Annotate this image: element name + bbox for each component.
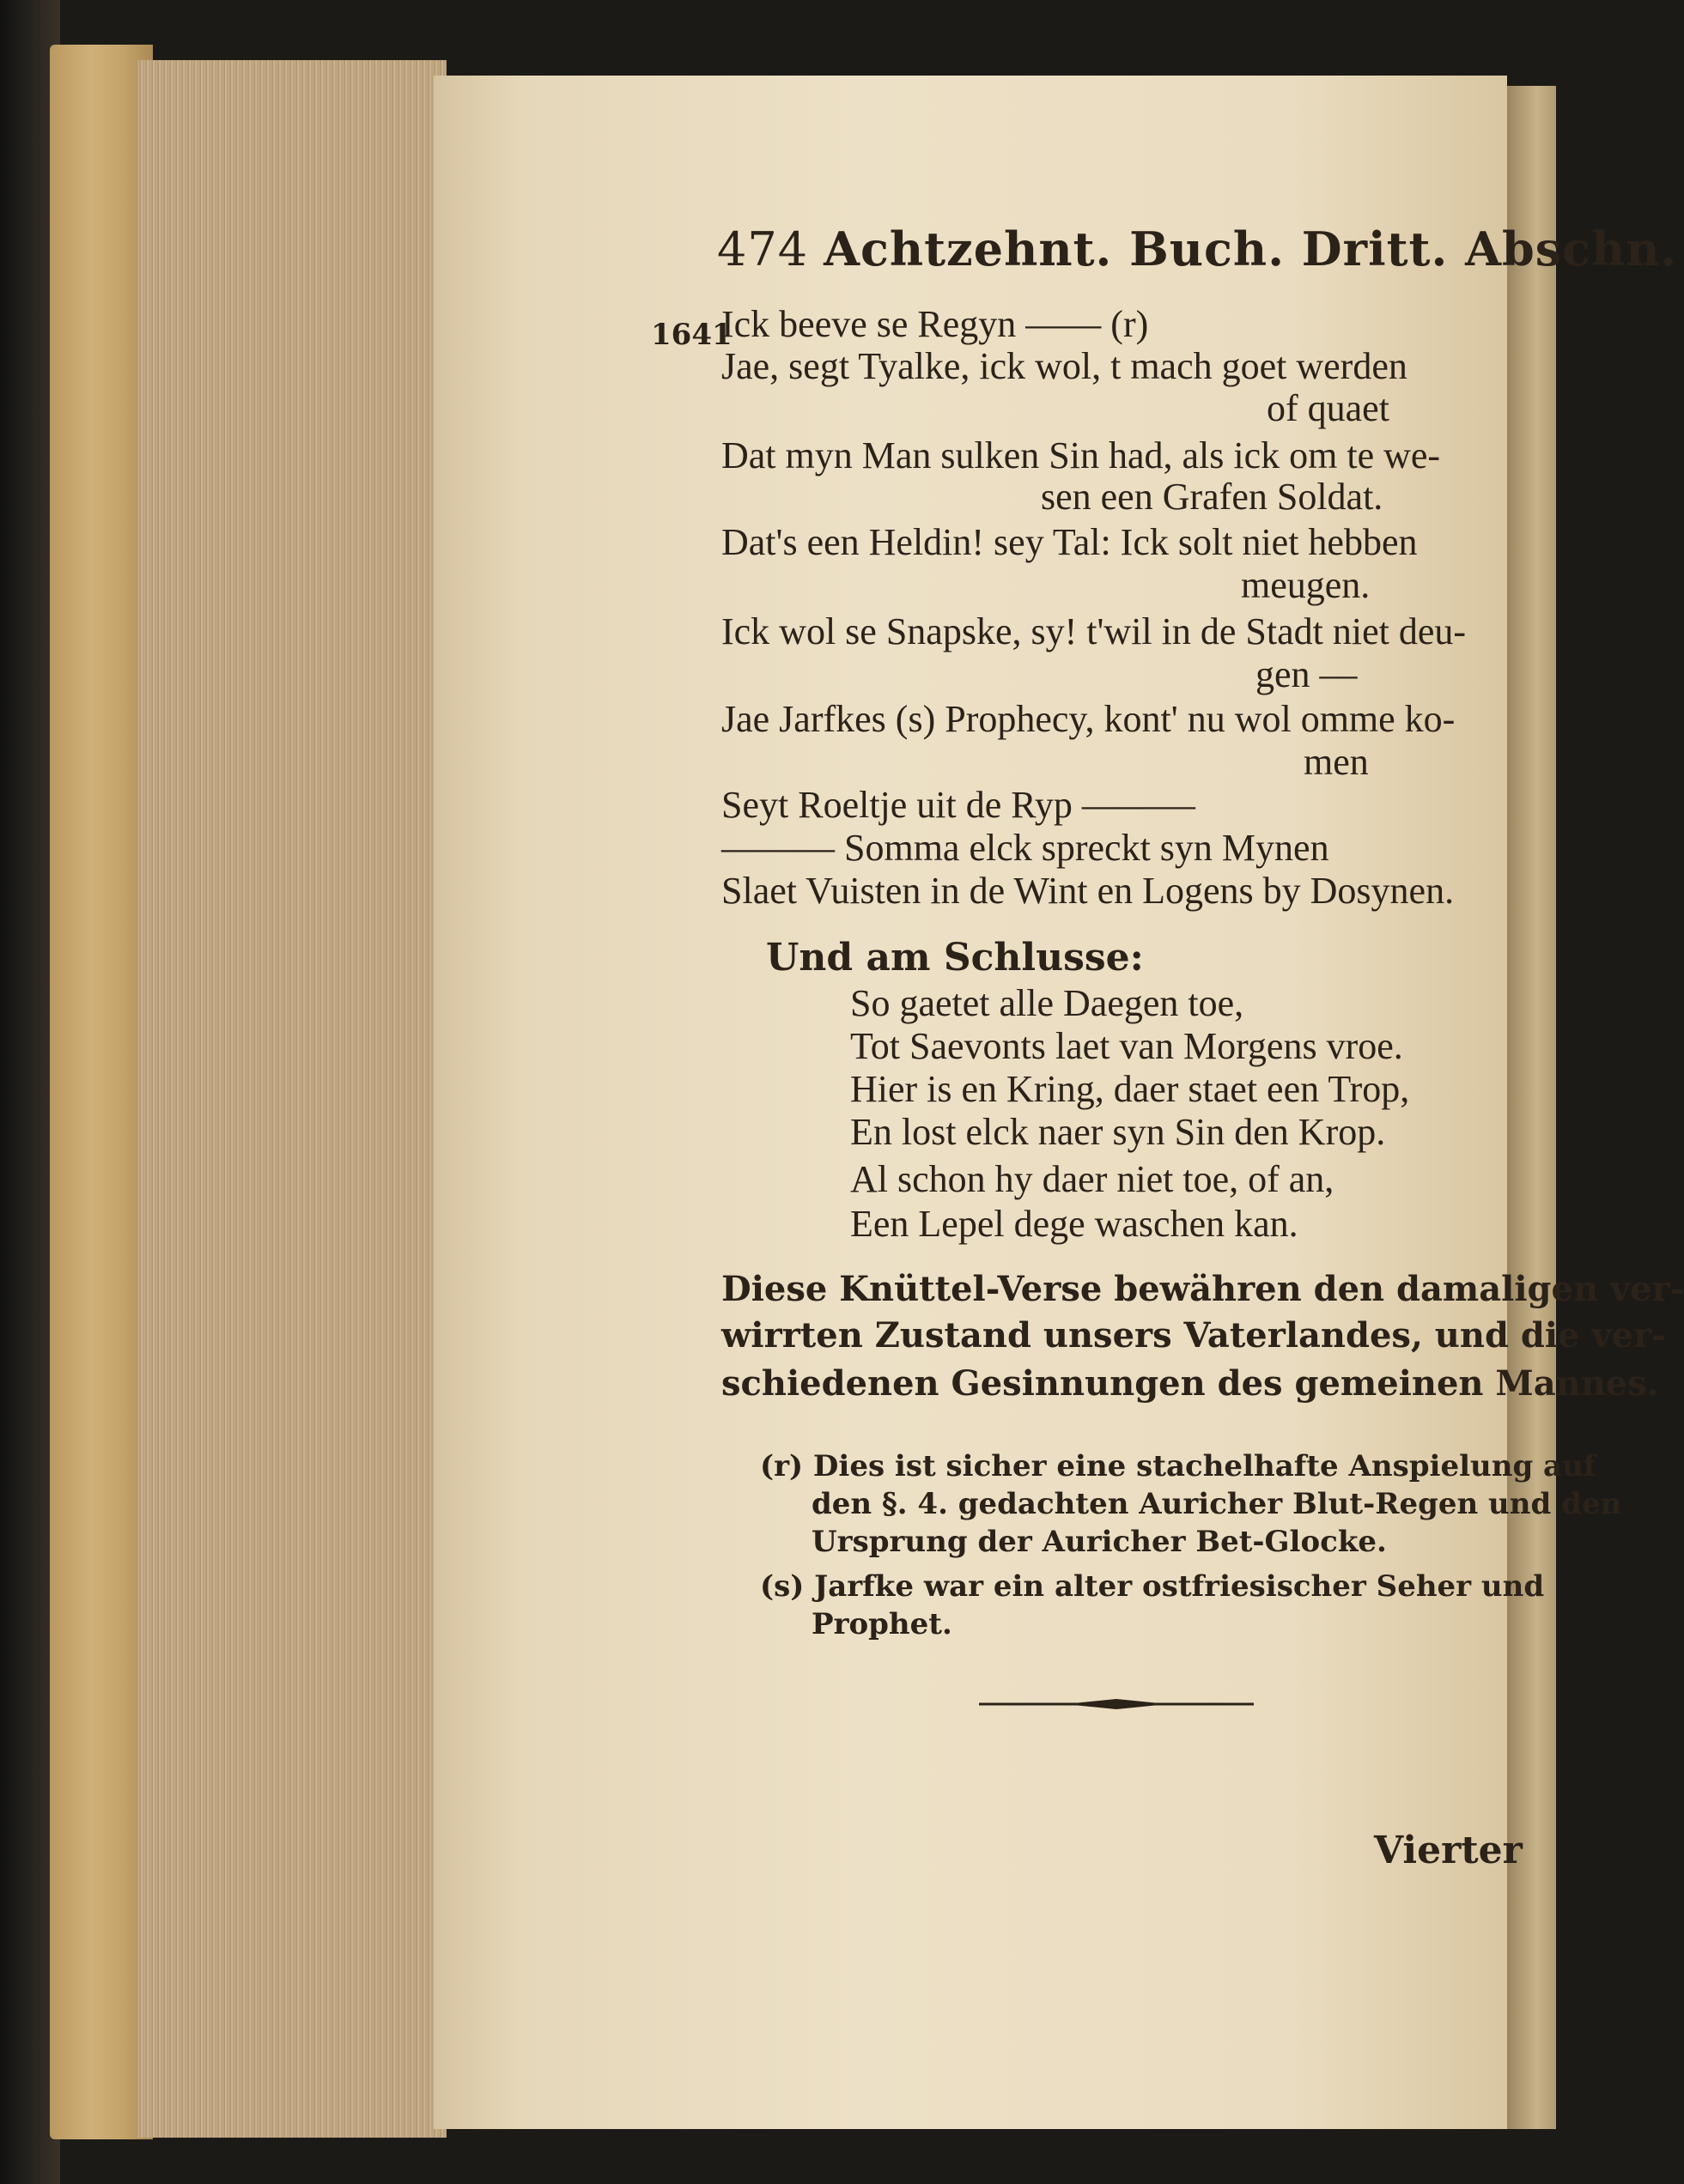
running-title: Achtzehnt. Buch. Dritt. Abschn. — [824, 221, 1678, 276]
poem-line: Ick beeve se Regyn —— (r) — [721, 303, 1149, 345]
poem-line: men — [1304, 741, 1369, 783]
poem-line: Seyt Roeltje uit de Ryp ——— — [721, 784, 1195, 826]
closing-line: Hier is en Kring, daer staet een Trop, — [850, 1068, 1410, 1110]
ornamental-rule — [979, 1698, 1254, 1710]
commentary-line: Diese Knüttel-Verse bewähren den damaligen ver- — [721, 1269, 1684, 1309]
page-number: 474 — [717, 222, 809, 276]
closing-line: So gaetet alle Daegen toe, — [850, 982, 1244, 1024]
page-block-edges — [137, 60, 447, 2138]
poem-line: of quaet — [1267, 387, 1389, 429]
footnote-r-line: (r) Dies ist sicher eine stachelhafte Anspielung auf — [760, 1449, 1596, 1483]
footnote-s-line: Prophet. — [812, 1607, 952, 1641]
running-header — [717, 221, 1677, 276]
poem-line: Dat's een Heldin! sey Tal: Ick solt niet hebben — [721, 521, 1418, 563]
closing-line: Al schon hy daer niet toe, of an, — [850, 1158, 1334, 1200]
footnote-r-line: den §. 4. gedachten Auricher Blut-Regen und den — [812, 1487, 1622, 1521]
closing-intro: Und am Schlusse: — [766, 936, 1144, 980]
poem-line: meugen. — [1241, 564, 1371, 606]
poem-line: ——— Somma elck spreckt syn Mynen — [721, 827, 1329, 869]
catchword: Vierter — [1374, 1829, 1523, 1872]
commentary-line: wirrten Zustand unsers Vaterlandes, und die ver- — [721, 1315, 1666, 1356]
facing-page-edge — [1507, 86, 1556, 2129]
footnote-s-line: (s) Jarfke war ein alter ostfriesischer Seher und — [760, 1569, 1545, 1604]
footnote-r-line: Ursprung der Auricher Bet-Glocke. — [812, 1525, 1387, 1559]
year-margin-mark: 1641 — [651, 318, 733, 352]
poem-line: Jae Jarfkes (s) Prophecy, kont' nu wol omme ko- — [721, 698, 1456, 740]
poem-line: Dat myn Man sulken Sin had, als ick om te we- — [721, 434, 1441, 476]
closing-line: Tot Saevonts laet van Morgens vroe. — [850, 1025, 1403, 1067]
poem-line: Slaet Vuisten in de Wint en Logens by Dosynen. — [721, 870, 1455, 912]
poem-line: Jae, segt Tyalke, ick wol, t mach goet werden — [721, 345, 1407, 387]
poem-line: Ick wol se Snapske, sy! t'wil in de Stadt niet deu- — [721, 610, 1467, 652]
poem-line: gen — — [1255, 653, 1358, 695]
closing-line: Een Lepel dege waschen kan. — [850, 1203, 1298, 1245]
poem-line: sen een Grafen Soldat. — [1041, 476, 1383, 518]
commentary-line: schiedenen Gesinnungen des gemeinen Mannes. — [721, 1363, 1659, 1404]
closing-line: En lost elck naer syn Sin den Krop. — [850, 1111, 1386, 1153]
